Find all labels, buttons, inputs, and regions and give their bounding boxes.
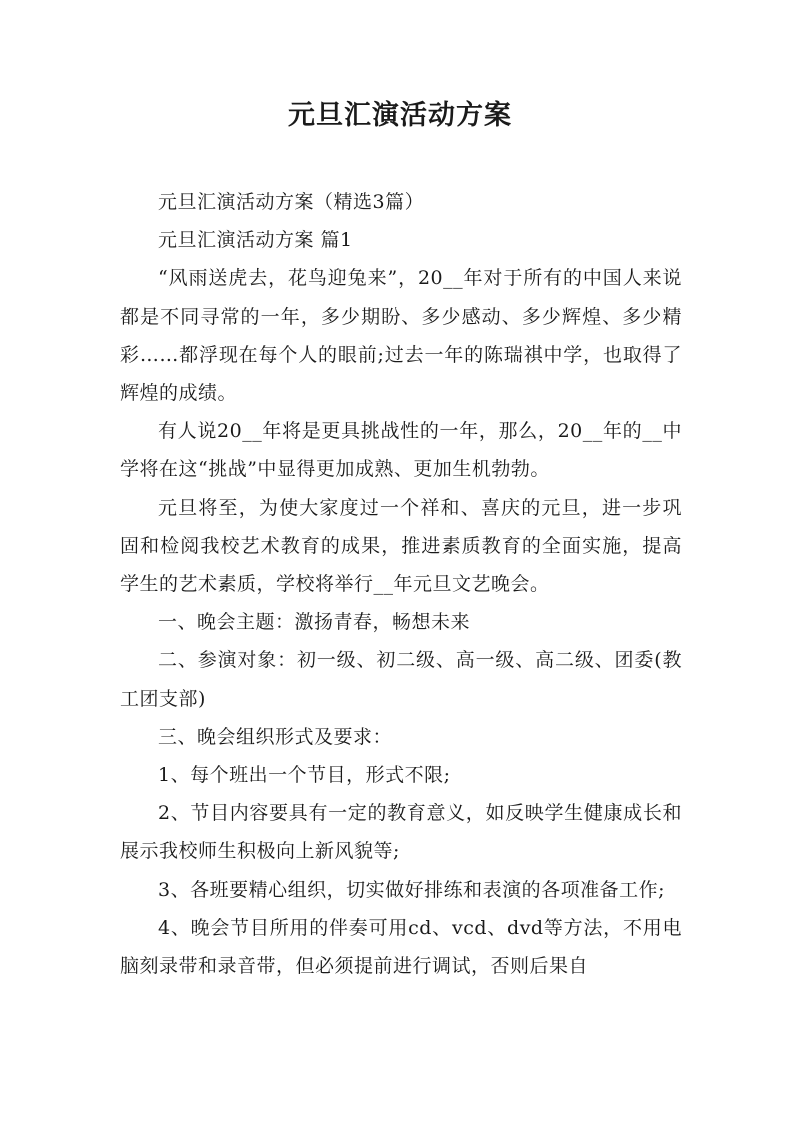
paragraph-challenge: 有人说20__年将是更具挑战性的一年，那么，20__年的__中学将在这“挑战”中显得更加成熟、更加生机勃勃。 xyxy=(120,420,682,481)
paragraph-subtitle: 元旦汇演活动方案（精选3篇） xyxy=(158,191,425,213)
paragraph-rule-2: 2、节目内容要具有一定的教育意义，如反映学生健康成长和展示我校师生积极向上新风貌等; xyxy=(120,802,682,863)
document-body xyxy=(120,183,682,985)
paragraph-rule-3: 3、各班要精心组织，切实做好排练和表演的各项准备工作; xyxy=(158,878,665,901)
paragraph-format-heading: 三、晚会组织形式及要求： xyxy=(158,725,393,748)
paragraph-purpose: 元旦将至，为使大家度过一个祥和、喜庆的元旦，进一步巩固和检阅我校艺术教育的成果，推进素质教育的全面实施，提高学生的艺术素质，学校将举行__年元旦文艺晚会。 xyxy=(120,496,682,596)
document-title: 元旦汇演活动方案 xyxy=(288,100,512,131)
paragraph-participants: 二、参演对象：初一级、初二级、高一级、高二级、团委(教工团支部) xyxy=(120,649,682,710)
paragraph-rule-1: 1、每个班出一个节目，形式不限; xyxy=(158,764,451,787)
paragraph-theme: 一、晚会主题：激扬青春，畅想未来 xyxy=(158,611,471,634)
paragraph-section-heading: 元旦汇演活动方案 篇1 xyxy=(158,229,353,252)
paragraph-intro: “风雨送虎去，花鸟迎兔来”，20__年对于所有的中国人来说都是不同寻常的一年，多少期盼、多少感动、多少辉煌、多少精彩……都浮现在每个人的眼前;过去一年的陈瑞祺中学，也取得了辉煌的成绩。 xyxy=(120,267,682,405)
paragraph-rule-4: 4、晚会节目所用的伴奏可用cd、vcd、dvd等方法，不用电脑刻录带和录音带，但必须提前进行调试，否则后果自 xyxy=(120,916,682,978)
